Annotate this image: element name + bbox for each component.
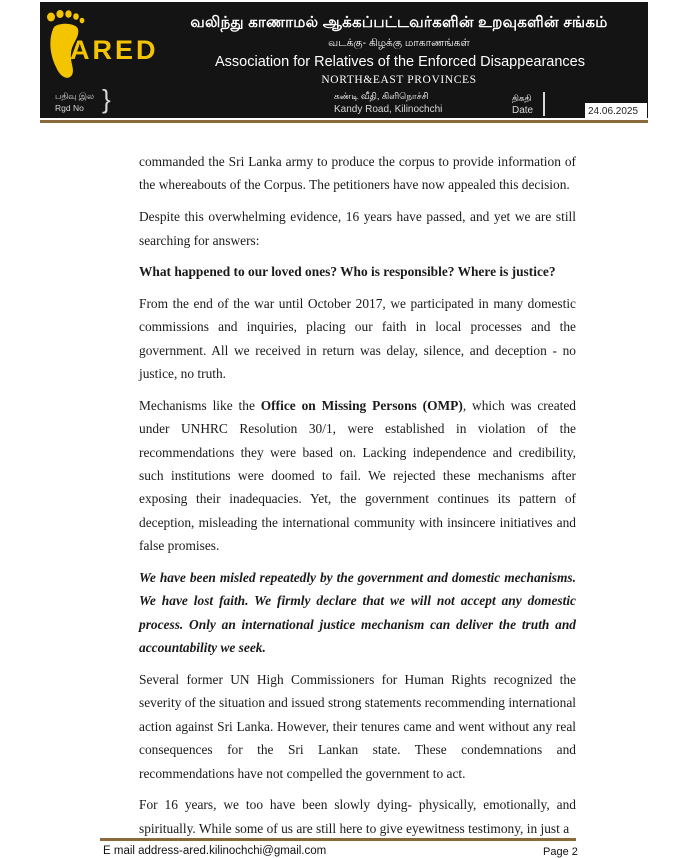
footer-rule xyxy=(100,838,576,841)
letterhead xyxy=(40,2,648,118)
text-span: , which was created under UNHRC Resolution 30/1, were established in violation of the recommendations they were based on. Lacking independence and credibility, such institutions were doomed to fail. We rejected these mechanisms after exposing their inadequacies. Yet, the government continues its pattern of deception, misleading the international community with insincere initiatives and false promises. xyxy=(139,397,576,554)
page-number: Page 2 xyxy=(543,846,578,858)
letter-body xyxy=(139,150,576,848)
date-label: Date xyxy=(512,105,534,116)
org-subtitle-tamil: வடக்கு- கிழக்கு மாகாணங்கள் xyxy=(328,37,470,49)
provinces-label: NORTH&EAST PROVINCES xyxy=(321,74,477,86)
paragraph: commanded the Sri Lanka army to produce the corpus to provide information of the whereabouts of the Corpus. The petitioners have now appealed this decision. xyxy=(139,154,576,193)
paragraph-omp xyxy=(139,394,576,558)
date-label-tamil: திகதி xyxy=(512,93,532,103)
ared-logo xyxy=(44,9,159,83)
paragraph: Several former UN High Commissioners for Human Rights recognized the severity of the situation and issued strong statements recommending international action against Sri Lanka. However, their tenures came and went without any real consequences for the Sri Lankan state. These condemnations and recommendations have not compelled the government to act. xyxy=(139,671,576,781)
key-questions: What happened to our loved ones? Who is responsible? Where is justice? xyxy=(139,264,556,280)
reg-label: Rgd No xyxy=(55,103,84,113)
omp-name: Office on Missing Persons (OMP) xyxy=(260,397,463,413)
paragraph: From the end of the war until October 2017, we participated in many domestic commissions and inquiries, placing our faith in local processes and the government. All we received in return was delay, silence, and deception - no justice, no truth. xyxy=(139,295,576,382)
paragraph: Despite this overwhelming evidence, 16 years have passed, and yet we are still searching for answers: xyxy=(139,209,576,248)
address-tamil: கண்டி வீதி, கிளிநொச்சி xyxy=(334,91,429,101)
header-rule xyxy=(40,120,648,123)
date-value: 24.06.2025 xyxy=(588,106,639,117)
brace-glyph: } xyxy=(102,84,111,114)
address-english: Kandy Road, Kilinochchi xyxy=(334,104,443,115)
paragraph: For 16 years, we too have been slowly dying- physically, emotionally, and spiritually. While some of us are still here to give eyewitness testimony, in just a xyxy=(139,797,576,836)
registration-block xyxy=(55,90,94,114)
org-title-tamil: வலிந்து காணாமல் ஆக்கப்பட்டவர்களின் உறவுகளின் சங்கம் xyxy=(190,14,608,31)
declaration: We have been misled repeatedly by the government and domestic mechanisms. We have lost faith. We firmly declare that we will not accept any domestic process. Only an international justice mechanism can deliver the truth and accountability we seek. xyxy=(139,569,576,656)
text-span: Mechanisms like the xyxy=(139,397,261,413)
org-title-english: Association for Relatives of the Enforced Disappearances xyxy=(215,54,585,70)
reg-label-tamil: பதிவு இல xyxy=(55,91,95,101)
footer-email: E mail address-ared.kilinochchi@gmail.com xyxy=(103,845,327,857)
logo-text: ARED xyxy=(70,35,159,65)
date-divider xyxy=(543,92,545,116)
